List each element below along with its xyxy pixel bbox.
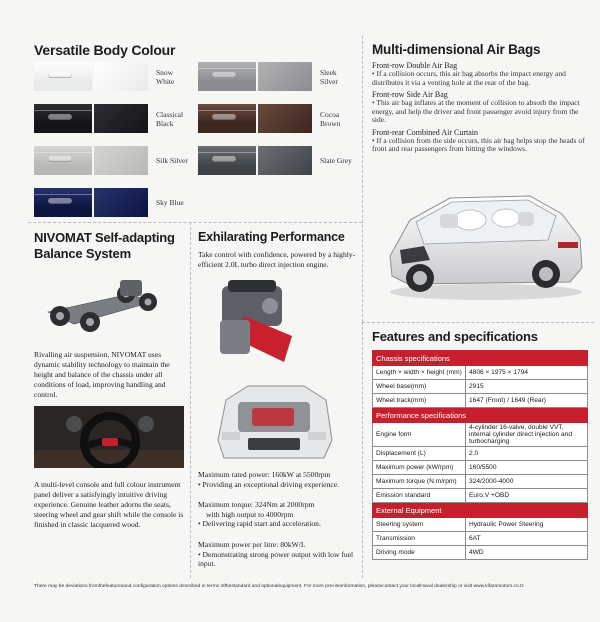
horizontal-divider-left: [28, 222, 362, 223]
spec-key: Steering system: [373, 518, 466, 532]
power-title: Maximum rated power: 160kW at 5500rpm: [198, 470, 331, 479]
spec-key: Maximum power (kW/rpm): [373, 461, 466, 475]
colour-name: Silk Silver: [156, 156, 188, 165]
torque-text: • Delivering rapid start and acceleration.: [198, 519, 321, 528]
chassis-image: [40, 272, 160, 334]
colour-panel-swatch: [94, 62, 148, 91]
suv-airbag-icon: [380, 180, 592, 304]
engine-image: [214, 276, 304, 366]
nivomat-title-line1: NIVOMAT Self-adapting: [34, 230, 175, 245]
door-handle-icon: [212, 156, 236, 162]
table-row: [373, 461, 588, 475]
steering-wheel-icon: [34, 406, 184, 468]
spec-key: Engine form: [373, 423, 466, 447]
spec-key: Wheel base(mm): [373, 380, 466, 394]
torque-title: Maximum torque: 324Nm at 2000rpm: [198, 500, 315, 509]
colour-door-swatch: [34, 146, 92, 175]
colour-name: Cocoa Brown: [320, 109, 341, 128]
spec-value: 324/2000-4000: [466, 475, 588, 489]
performance-title: Exhilarating Performance: [198, 230, 345, 244]
vertical-divider-top: [362, 36, 363, 322]
colour-swatch: [34, 104, 190, 133]
airbag-subtitle: Front-row Double Air Bag: [372, 61, 458, 70]
spec-value: 4-cylinder 16-valve, double VVT, internal cylinder direct injection and turbocharging: [466, 423, 588, 447]
spec-key: Emission standard: [373, 489, 466, 503]
torque-block: [198, 500, 362, 529]
door-handle-icon: [48, 72, 72, 78]
colour-name: Classical Black: [156, 109, 184, 128]
colour-swatch: [34, 188, 190, 217]
spec-value: 4806 × 1975 × 1794: [466, 366, 588, 380]
airbag-text: • If a collision occurs, this air bag absorbs the impact energy and distributes it via a venting hole at the rear of the bag.: [372, 69, 566, 87]
torque-sub: with high output to 4000rpm: [206, 509, 294, 519]
spec-value: 2.0: [466, 447, 588, 461]
airbag-item-front-double: [372, 61, 594, 87]
spec-key: Maximum torque (N.m/rpm): [373, 475, 466, 489]
spec-section-heading: [373, 351, 588, 366]
spec-value: Hydraulic Power Steering: [466, 518, 588, 532]
litre-text: • Demonstrating strong power output with low fuel input.: [198, 549, 354, 568]
nivomat-description: Rivalling air suspension, NIVOMAT uses dynamic stability technology to maintain the height and balance of the chassis under all conditions of load, improving handling and control.: [34, 350, 170, 399]
litre-block: [198, 540, 358, 569]
chassis-icon: [40, 272, 160, 334]
specifications-title: Features and specifications: [372, 329, 538, 344]
spec-key: Length × width × height (mm): [373, 366, 466, 380]
power-text: • Providing an exceptional driving experience.: [198, 479, 339, 489]
colour-swatch: [198, 104, 354, 133]
airbag-text: • This air bag inflates at the moment of collision to absorb the impact energy, and help the driver and front passenger avoid injury from the side.: [372, 98, 580, 124]
spec-value: 1647 (Front) / 1649 (Rear): [466, 394, 588, 408]
suv-front-icon: [208, 380, 340, 464]
colour-panel-swatch: [258, 104, 312, 133]
body-colour-section: [34, 42, 354, 222]
table-row: [373, 447, 588, 461]
spec-key: Driving mode: [373, 546, 466, 560]
airbag-item-front-side: [372, 90, 594, 125]
spec-section-title: Performance specifications: [373, 408, 588, 423]
colour-panel-swatch: [258, 62, 312, 91]
door-handle-icon: [48, 114, 72, 120]
table-row: [373, 394, 588, 408]
colour-panel-swatch: [258, 146, 312, 175]
performance-intro: Take control with confidence, powered by a highly-efficient 2.0L turbo direct injection engine.: [198, 250, 356, 269]
door-handle-icon: [212, 114, 236, 120]
table-row: [373, 489, 588, 503]
table-row: [373, 380, 588, 394]
airbag-item-curtain: [372, 128, 594, 154]
table-row: [373, 423, 588, 447]
colour-door-swatch: [198, 104, 256, 133]
colour-swatch: [34, 146, 190, 175]
spec-section-heading: [373, 503, 588, 518]
vertical-divider-bottom: [362, 322, 363, 578]
body-colour-title: Versatile Body Colour: [34, 42, 176, 58]
vertical-divider-mid: [190, 222, 191, 578]
colour-panel-swatch: [94, 104, 148, 133]
colour-door-swatch: [34, 62, 92, 91]
interior-description: A multi-level console and full colour instrument panel deliver a satisfyingly intuitive driving experience. Genuine leather adorns the seats, steering wheel and gear shift while the console is finished in classic lacquered wood.: [34, 480, 184, 529]
colour-swatch: [198, 62, 354, 91]
engine-icon: [214, 276, 304, 366]
colour-door-swatch: [198, 62, 256, 91]
colour-swatch: [34, 62, 190, 91]
door-handle-icon: [48, 198, 72, 204]
spec-value: 6AT: [466, 532, 588, 546]
colour-panel-swatch: [94, 188, 148, 217]
airbag-title: Multi-dimensional Air Bags: [372, 42, 541, 57]
power-block: [198, 470, 362, 489]
specifications-table: [372, 350, 588, 560]
colour-name: Sleek Silver: [320, 67, 338, 86]
spec-key: Transmission: [373, 532, 466, 546]
footer-disclaimer: There may be deviations fromthefeaturesand configuration options described in terms ofthestandard and optionalequipment. For more preciseinformation, pleasecontact your localHaval dealership or visit www.kifaromotors.co.tz: [34, 584, 524, 589]
airbag-subtitle: Front-row Side Air Bag: [372, 90, 448, 99]
colour-swatch: [198, 146, 354, 175]
spec-section-title: Chassis specifications: [373, 351, 588, 366]
suv-engine-bay-image: [208, 380, 340, 464]
nivomat-section: [34, 230, 184, 262]
door-handle-icon: [212, 72, 236, 78]
spec-section-heading: [373, 408, 588, 423]
spec-value: Euro.V +OBD: [466, 489, 588, 503]
spec-value: 160/5500: [466, 461, 588, 475]
performance-section: [198, 230, 358, 244]
horizontal-divider-right: [362, 322, 594, 323]
table-row: [373, 366, 588, 380]
colour-door-swatch: [34, 188, 92, 217]
table-row: [373, 532, 588, 546]
spec-value: 4WD: [466, 546, 588, 560]
spec-value: 2915: [466, 380, 588, 394]
colour-panel-swatch: [94, 146, 148, 175]
colour-name: Sky Blue: [156, 198, 184, 207]
colour-door-swatch: [34, 104, 92, 133]
airbag-text: • If a collision from the side occurs, this air bag helps stop the heads of front and rear passengers from hitting the windows.: [372, 135, 585, 153]
airbag-subtitle: Front-rear Combined Air Curtain: [372, 127, 478, 137]
dashboard-image: [34, 406, 184, 468]
spec-key: Wheel track(mm): [373, 394, 466, 408]
table-row: [373, 546, 588, 560]
suv-airbag-illustration: [380, 180, 592, 304]
litre-title: Maximum power per litre: 80kW/L: [198, 540, 306, 549]
colour-name: Slate Grey: [320, 156, 352, 165]
spec-section-title: External Equipment: [373, 503, 588, 518]
nivomat-title-line2: Balance System: [34, 246, 131, 261]
table-row: [373, 518, 588, 532]
colour-name: Snow White: [156, 67, 175, 86]
colour-door-swatch: [198, 146, 256, 175]
specifications-section: [372, 329, 588, 560]
spec-key: Displacement (L): [373, 447, 466, 461]
door-handle-icon: [48, 156, 72, 162]
table-row: [373, 475, 588, 489]
